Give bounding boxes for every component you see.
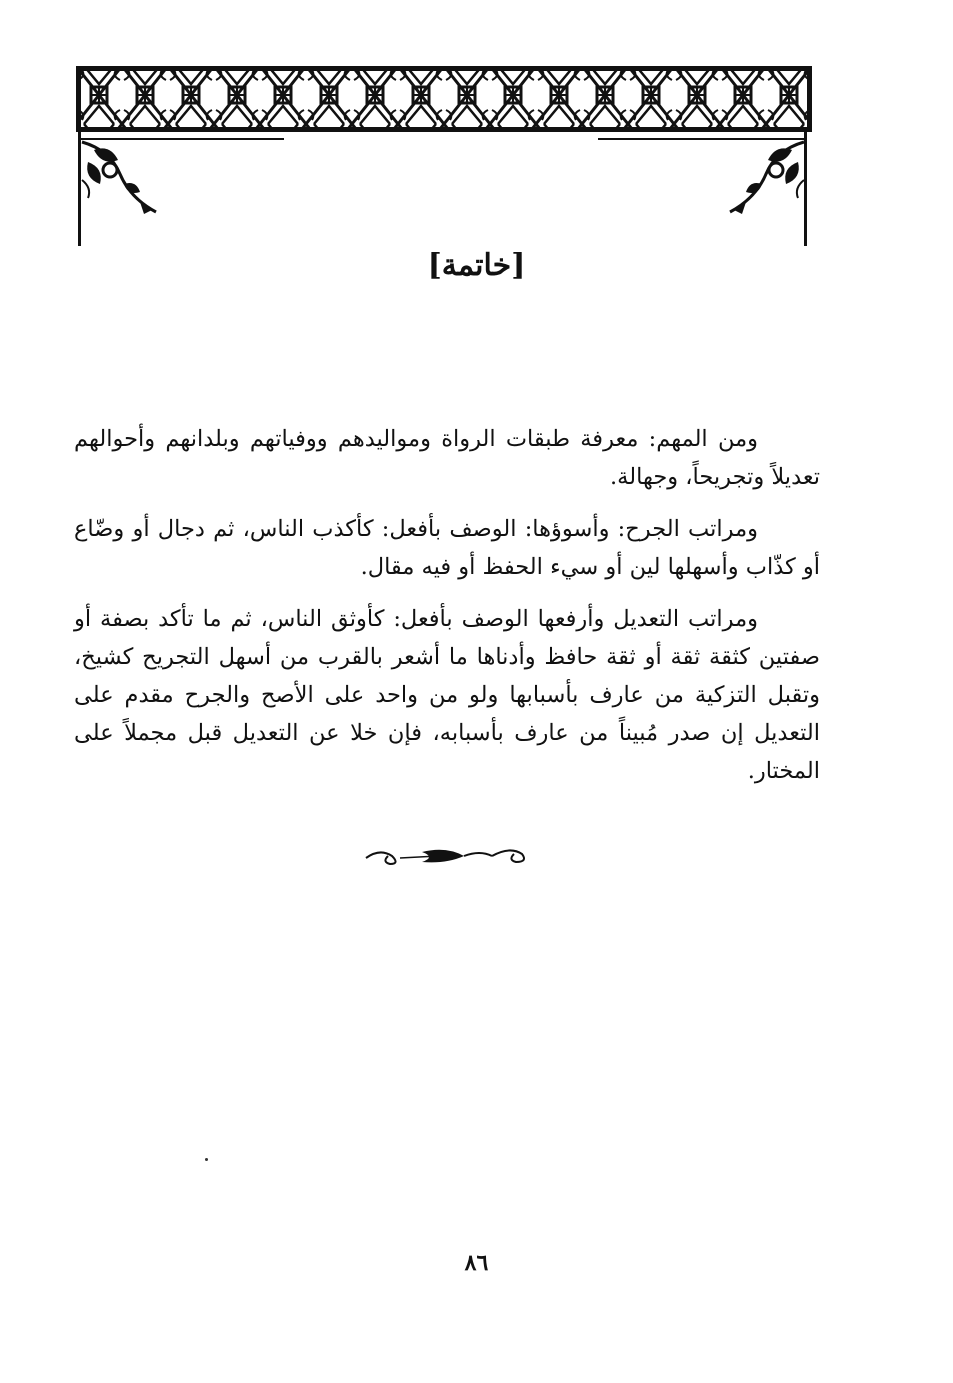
paragraph-2: ومراتب الجرح: وأسوؤها: الوصف بأفعل: كأكذب الناس، ثم دجال أو وضّاع أو كذّاب وأسهلها لين أو سيء الحفظ أو فيه مقال. <box>74 516 820 580</box>
ornamental-top-border <box>76 66 812 132</box>
body-text <box>74 420 820 804</box>
page-number: ٨٦ <box>464 1250 489 1276</box>
paragraph-3: ومراتب التعديل وأرفعها الوصف بأفعل: كأوثق الناس، ثم ما تأكد بصفة أو صفتين كثقة ثقة أو ثقة حافظ وأدناها ما أشعر بالقرب من أسهل التجريح كشيخ، وتقبل التزكية من عارف بأسبابها ولو من واحد على الأصح والجرح مقدم على التعديل إن صدر مُبيناً من عارف بأسبابه، فإن خلا عن التعديل قبل مجملاً على المختار. <box>74 606 820 784</box>
flourish-divider-icon <box>360 842 532 872</box>
chapter-title: [خاتمة] <box>427 248 526 283</box>
speck <box>205 1158 208 1161</box>
paragraph-1: ومن المهم: معرفة طبقات الرواة ومواليدهم ووفياتهم وبلدانهم وأحوالهم تعديلاً وتجريحاً، وجهالة. <box>74 426 820 490</box>
floral-corner-right-icon <box>726 140 806 216</box>
floral-corner-left-icon <box>80 140 160 216</box>
